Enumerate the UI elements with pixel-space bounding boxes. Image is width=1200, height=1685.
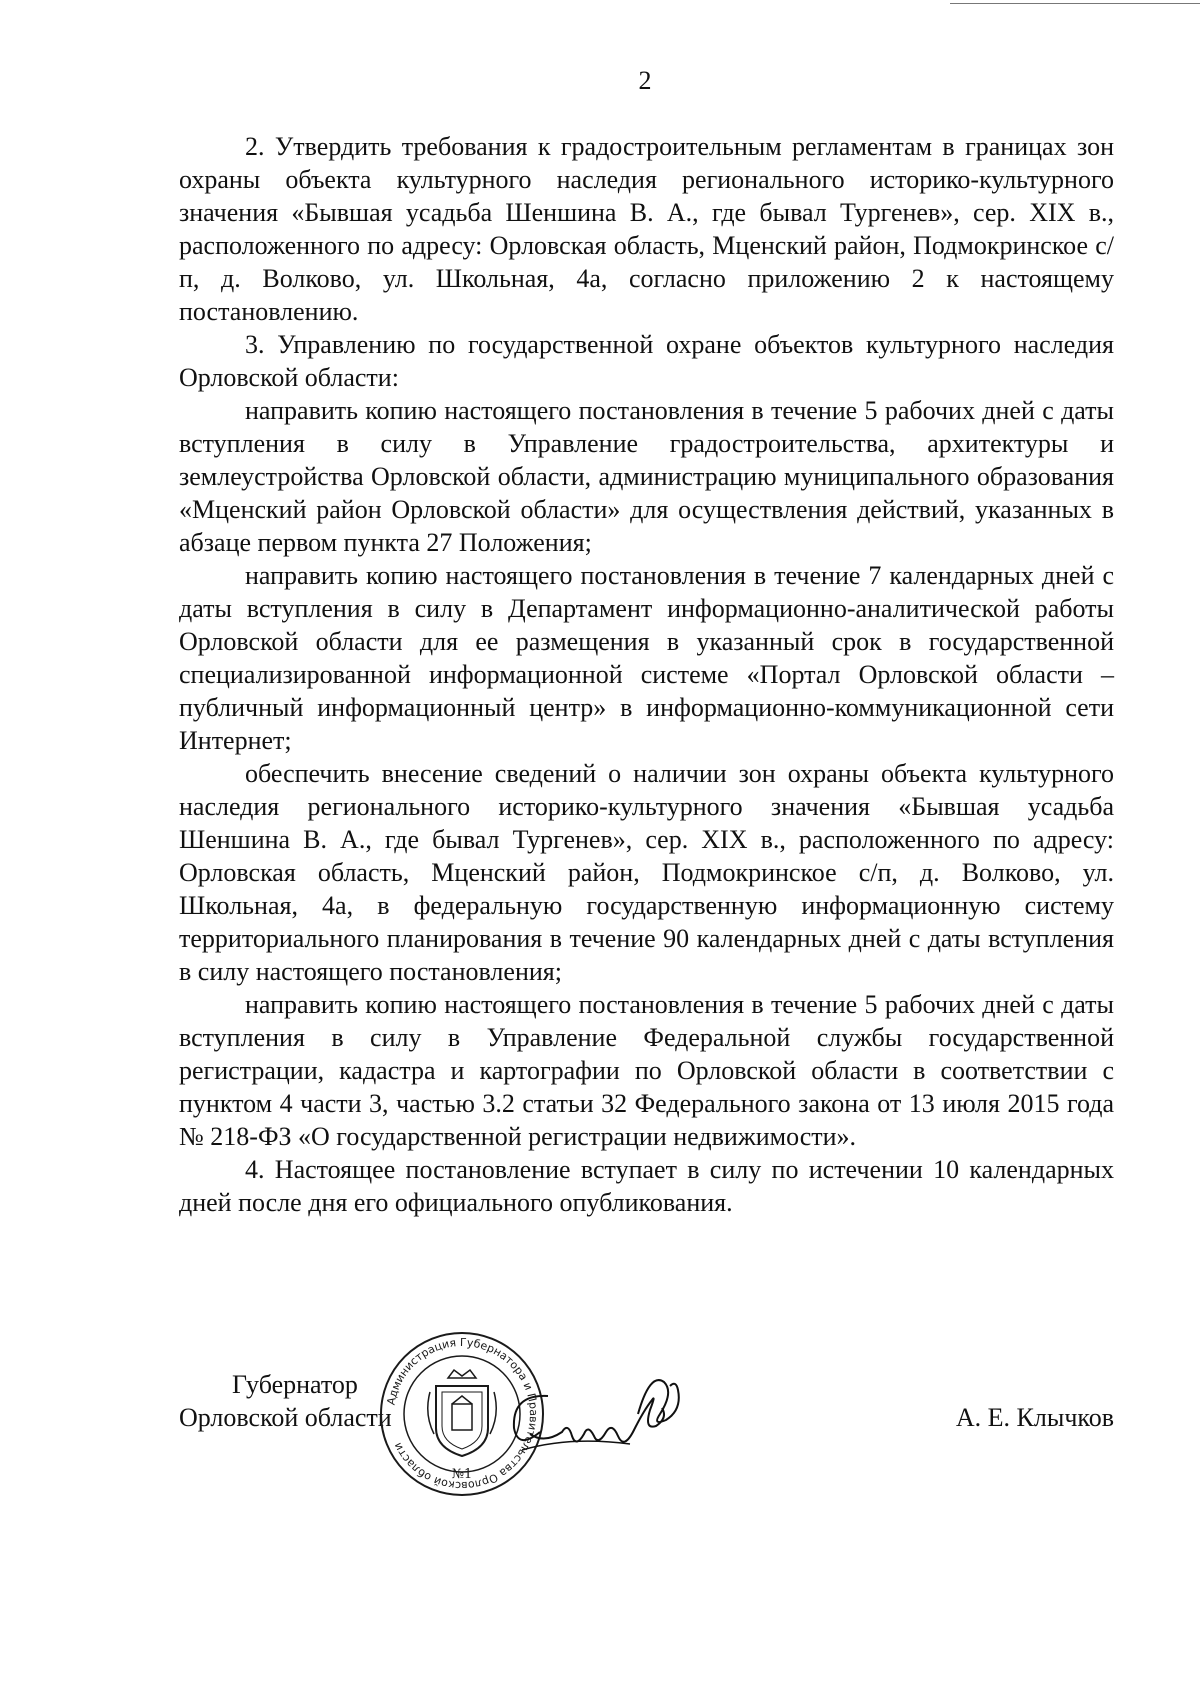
paragraph-send-copy-urban-planning: направить копию настоящего постановления в течение 5 рабочих дней с даты вступления в силу в Управление градостроительства, архитектуры и землеустройства Орловской области, администрацию муниципального образования «Мценский район Орловской области» для осуществления действий, указанных в абзаце первом пункта 27 Положения; bbox=[179, 396, 1114, 557]
paragraph-send-copy-portal: направить копию настоящего постановления в течение 7 календарных дней с даты вступления в силу в Департамент информационно-аналитической работы Орловской области для ее размещения в указанный срок в государственной специализированной информационной системе «Портал Орловской области – публичный информационный центр» в информационно-коммуникационной сети Интернет; bbox=[179, 561, 1114, 755]
signer-position-line2: Орловской области bbox=[179, 1403, 392, 1432]
handwritten-signature-icon bbox=[510, 1370, 750, 1510]
paragraph-item-4: 4. Настоящее постановление вступает в силу по истечении 10 календарных дней после дня его официального опубликования. bbox=[179, 1155, 1114, 1217]
svg-text:№1: №1 bbox=[451, 1467, 473, 1482]
paragraph-item-3: 3. Управлению по государственной охране объектов культурного наследия Орловской области: bbox=[179, 330, 1114, 392]
signature-block bbox=[0, 1330, 1200, 1510]
top-edge-rule bbox=[950, 3, 1200, 4]
paragraph-send-copy-rosreestr: направить копию настоящего постановления в течение 5 рабочих дней с даты вступления в силу в Управление Федеральной службы государственной регистрации, кадастра и картографии по Орловской области в соответствии с пунктом 4 части 3, частью 3.2 статьи 32 Федерального закона от 13 июля 2015 года № 218-ФЗ «О государственной регистрации недвижимости». bbox=[179, 990, 1114, 1151]
signer-name: А. Е. Клычков bbox=[955, 1403, 1114, 1432]
document-body bbox=[179, 130, 1114, 1219]
svg-text:Администрация Губернатора и Пр: Администрация Губернатора и Правительства Орловской области bbox=[384, 1335, 541, 1493]
page-number: 2 bbox=[638, 66, 652, 95]
signer-position-line1: Губернатор bbox=[232, 1370, 358, 1399]
paragraph-item-2: 2. Утвердить требования к градостроительным регламентам в границах зон охраны объекта культурного наследия регионального историко-культурного значения «Бывшая усадьба Шеншина В. А., где бывал Тургенев», сер. XIX в., расположенного по адресу: Орловская область, Мценский район, Подмокринское с/п, д. Волково, ул. Школьная, 4а, согласно приложению 2 к настоящему постановлению. bbox=[179, 132, 1114, 326]
paragraph-register-zones: обеспечить внесение сведений о наличии зон охраны объекта культурного наследия регионального историко-культурного значения «Бывшая усадьба Шеншина В. А., где бывал Тургенев», сер. XIX в., расположенного по адресу: Орловская область, Мценский район, Подмокринское с/п, д. Волково, ул. Школьная, 4а, в федеральную государственную информационную систему территориального планирования в течение 90 календарных дней с даты вступления в силу настоящего постановления; bbox=[179, 759, 1114, 986]
